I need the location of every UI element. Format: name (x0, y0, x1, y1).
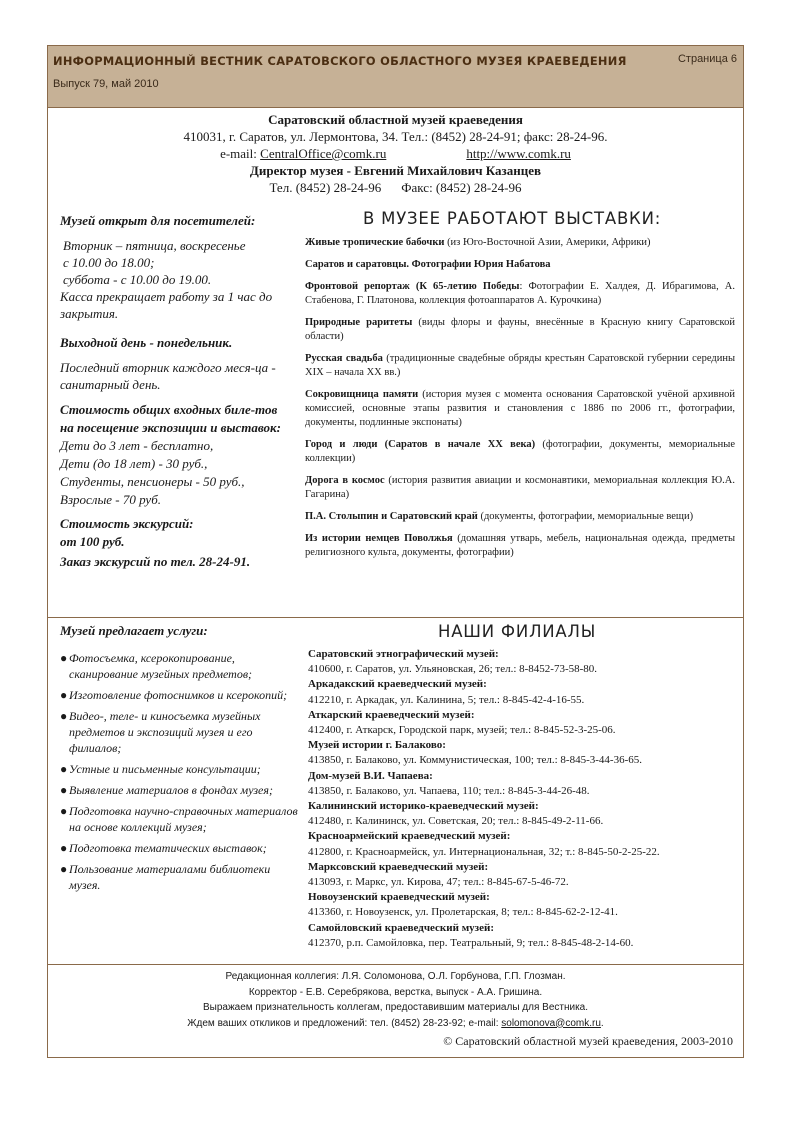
exhibition-desc: (виды флоры и фауны, внесённые в Красную книгу Саратовской области) (305, 317, 735, 342)
acknowledgement: Выражаем признательность коллегам, предоставившим материалы для Вестника. (202, 1002, 589, 1013)
exhibition-name: Сокровищница памяти (305, 389, 419, 400)
exhibition-item (305, 280, 735, 308)
museum-name: Саратовский областной музей краеведения (268, 112, 523, 127)
exhibition-item (305, 316, 735, 344)
hours-weekdays-2: с 10.00 до 18.00; (63, 255, 155, 270)
exhibitions-list (305, 236, 735, 568)
ticket-prices (60, 401, 290, 571)
exhibition-name: Живые тропические бабочки (305, 237, 445, 248)
services-heading: Музей предлагает услуги: (60, 623, 208, 638)
footer-divider (48, 964, 743, 965)
tours-price-label: Стоимость экскурсий: (60, 516, 194, 531)
exhibition-name: Природные раритеты (305, 317, 413, 328)
exhibition-name: Саратов и саратовцы. Фотографии Юрия Набатова (305, 259, 551, 270)
email-link[interactable]: CentralOffice@comk.ru (260, 146, 387, 161)
exhibition-item (305, 510, 735, 524)
sanitary-day: Последний вторник каждого меся-ца - санитарный день. (60, 360, 276, 392)
opening-hours (60, 212, 290, 393)
museum-address: 410031, г. Саратов, ул. Лермонтова, 34. Тел.: (8452) 28-24-91; факс: 28-24-96. (183, 129, 608, 144)
exhibitions-title: В МУЗЕЕ РАБОТАЮТ ВЫСТАВКИ: (363, 209, 662, 228)
price-item: Дети до 3 лет - бесплатно, (60, 438, 214, 453)
list-item: ● Фотосъемка, ксерокопирование, сканирование музейных предметов; (60, 651, 253, 681)
exhibition-item (305, 236, 735, 250)
branch-item: Красноармейский краеведческий музей: 412800, г. Красноармейск, ул. Интернациональная, 32; т.: 8-845-50-2-25-22. (308, 830, 660, 858)
prices-heading: Стоимость общих входных биле-тов на посещение экспозиции и выставок: (60, 402, 281, 435)
branch-item: Саратовский этнографический музей: 410600, г. Саратов, ул. Ульяновская, 26; тел.: 8-8452-73-58-80. (308, 648, 598, 676)
museum-contacts (48, 111, 743, 196)
museum-online (48, 145, 743, 162)
editorial-footer (48, 969, 743, 1031)
list-item: ● Устные и письменные консультации; (60, 762, 261, 776)
exhibition-desc: (документы, фотографии, мемориальные вещи) (477, 511, 694, 522)
list-item: ● Подготовка научно-справочных материалов на основе коллекций музея; (60, 804, 298, 834)
director-phone: Тел. (8452) 28-24-96 (269, 180, 382, 195)
exhibition-desc: (история развития авиации и космонавтики, мемориальная коллекция Ю.А. Гагарина) (305, 475, 735, 500)
copyright: © Саратовский областной музей краеведения, 2003-2010 (443, 1034, 733, 1048)
list-item: ● Видео-, теле- и киносъемка музейных предметов и экспозиций музея и его филиалов; (60, 709, 261, 755)
editorial-staff: Корректор - Е.В. Серебрякова, верстка, выпуск - А.А. Гришина. (248, 986, 543, 998)
exhibition-desc: (история музея с момента основания Саратовской учёной архивной комиссией, основные этапы развития и становления с 1886 по 2006 гг., фотографии, документы, подлинные экспонаты) (305, 389, 735, 428)
bullet-icon: ● (60, 783, 68, 797)
list-item: ● Пользование материалами библиотеки музея. (60, 862, 271, 892)
price-item: Взрослые - 70 руб. (60, 492, 161, 507)
branches-list (308, 647, 738, 951)
exhibition-desc: (традиционные свадебные обряды крестьян Саратовской губернии середины XIX – начала XX вв.) (305, 353, 735, 378)
exhibition-desc: (из Юго-Восточной Азии, Америки, Африки) (444, 237, 651, 248)
bullet-icon: ● (60, 688, 68, 702)
exhibition-item (305, 438, 735, 466)
exhibition-desc: (домашняя утварь, мебель, национальная одежда, предметы религиозного культа, документы, фотографии) (305, 533, 735, 558)
exhibition-item (305, 388, 735, 430)
list-item: ● Подготовка тематических выставок; (60, 841, 267, 855)
day-off: Выходной день - понедельник. (60, 335, 233, 350)
tours-order: Заказ экскурсий по тел. 28-24-91. (60, 554, 251, 569)
feedback-line: Ждем ваших откликов и предложений: тел. (8452) 28-23-92; e-mail: solomonova@comk.ru. (187, 1017, 604, 1029)
branch-item: Калининский историко-краеведческий музей: 412480, г. Калининск, ул. Советская, 20; тел.: 8-845-49-2-11-66. (308, 800, 604, 828)
feedback-email-link[interactable]: solomonova@comk.ru (501, 1017, 601, 1029)
bullet-icon: ● (60, 651, 68, 665)
cashier-note: Касса прекращает работу за 1 час до закрытия. (60, 289, 273, 321)
services-list (60, 650, 298, 893)
branches-title: НАШИ ФИЛИАЛЫ (438, 622, 597, 641)
bullet-icon: ● (60, 709, 68, 723)
issue-number: Выпуск 79, май 2010 (53, 78, 159, 90)
exhibition-name: Город и люди (Саратов в начале XX века) (305, 439, 536, 450)
exhibition-name: Из истории немцев Поволжья (305, 533, 453, 544)
exhibition-desc: : Фотографии Е. Халдея, Д. Ибрагимова, А. Стабенова, Г. Платонова, коллекция фотоаппаратов А. Курочкина) (305, 281, 735, 306)
editorial-board: Редакционная коллегия: Л.Я. Соломонова, О.Л. Горбунова, Г.П. Глозман. (225, 971, 566, 982)
exhibition-item (305, 258, 735, 272)
hours-weekdays-1: Вторник – пятница, воскресенье (63, 238, 246, 253)
director-name: Директор музея - Евгений Михайлович Казанцев (249, 163, 542, 178)
director-phones (48, 179, 743, 196)
branch-item: Самойловский краеведческий музей: 412370, р.п. Самойловка, пер. Театральный, 9; тел.: 8-845-48-2-14-60. (308, 921, 634, 949)
branch-item: Аркадакский краеведческий музей: 412210, г. Аркадак, ул. Калинина, 5; тел.: 8-845-42-4-16-55. (308, 678, 585, 706)
bullet-icon: ● (60, 762, 68, 776)
director-fax: Факс: (8452) 28-24-96 (401, 180, 522, 195)
price-item: Студенты, пенсионеры - 50 руб., (60, 474, 245, 489)
branch-item: Марксовский краеведческий музей: 413093, г. Маркс, ул. Кирова, 47; тел.: 8-845-67-5-46-72. (308, 860, 569, 889)
section-divider (48, 617, 743, 618)
branch-item: Новоузенский краеведческий музей: 413360, г. Новоузенск, ул. Пролетарская, 8; тел.: 8-845-62-2-12-41. (308, 891, 618, 919)
exhibition-item (305, 532, 735, 560)
website-link[interactable]: http://www.comk.ru (466, 146, 571, 161)
exhibition-name: П.А. Столыпин и Саратовский край (305, 511, 478, 522)
exhibition-name: Фронтовой репортаж (К 65-летию Победы (305, 281, 520, 292)
list-item: ● Изготовление фотоснимков и ксерокопий; (60, 688, 288, 702)
hours-heading: Музей открыт для посетителей: (60, 213, 256, 228)
email-label: e-mail: (220, 146, 257, 161)
branch-item: Аткарский краеведческий музей: 412400, г. Аткарск, Городской парк, музей; тел.: 8-845-52-3-25-06. (308, 708, 616, 737)
exhibition-item (305, 474, 735, 502)
page-number: Страница 6 (677, 53, 737, 65)
tours-price: от 100 руб. (60, 534, 125, 549)
exhibition-name: Русская свадьба (305, 353, 383, 364)
page-frame (47, 45, 744, 1058)
list-item: ● Выявление материалов в фондах музея; (60, 783, 273, 797)
branch-item: Дом-музей В.И. Чапаева: 413850, г. Балаково, ул. Чапаева, 110; тел.: 8-845-3-44-26-48. (308, 769, 590, 797)
bulletin-title: ИНФОРМАЦИОННЫЙ ВЕСТНИК САРАТОВСКОГО ОБЛАСТНОГО МУЗЕЯ КРАЕВЕДЕНИЯ (53, 54, 627, 68)
bullet-icon: ● (60, 841, 68, 855)
page-header (48, 46, 743, 108)
exhibition-item (305, 352, 735, 380)
hours-saturday: суббота - с 10.00 до 19.00. (63, 272, 212, 287)
bullet-icon: ● (60, 862, 68, 876)
services-section (60, 622, 298, 898)
exhibition-name: Дорога в космос (305, 475, 385, 486)
exhibition-desc: (фотографии, документы, мемориальные коллекции) (305, 439, 735, 464)
bullet-icon: ● (60, 804, 68, 818)
price-item: Дети (до 18 лет) - 30 руб., (60, 456, 208, 471)
branch-item: Музей истории г. Балаково: 413850, г. Балаково, ул. Коммунистическая, 100; тел.: 8-845-3-44-36-65. (308, 739, 642, 767)
